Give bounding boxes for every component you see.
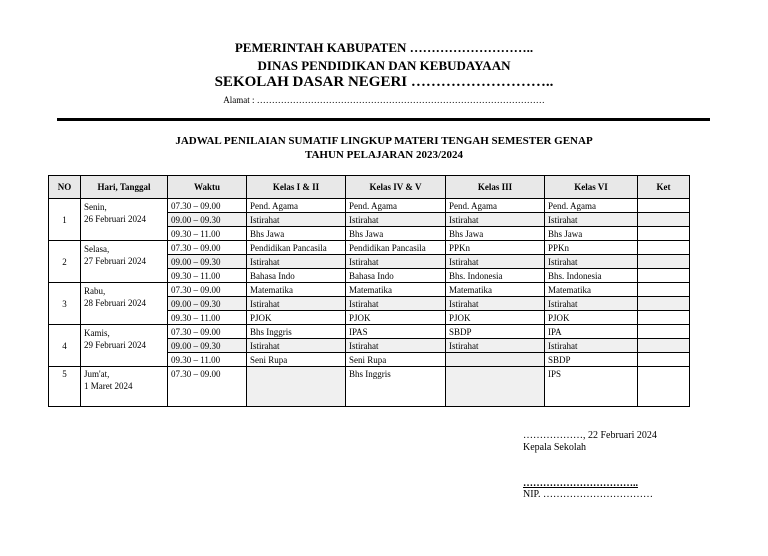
cell-time: 07.30 – 09.00: [168, 283, 247, 297]
header-school-name: SEKOLAH DASAR NEGERI ………………………..: [214, 74, 554, 90]
cell-time: 09.30 – 11.00: [168, 269, 247, 283]
day-date-cell: [81, 367, 168, 407]
col-header-note: Ket: [638, 176, 690, 199]
cell-time: 09.00 – 09.30: [168, 297, 247, 311]
cell-time: 07.30 – 09.00: [168, 367, 247, 407]
cell-class-1-2: Matematika: [247, 283, 346, 297]
cell-note: [638, 213, 690, 227]
cell-class-4-5: Istirahat: [346, 255, 446, 269]
cell-note: [638, 241, 690, 255]
cell-class-1-2: Bhs Inggris: [247, 325, 346, 339]
cell-class-6: Istirahat: [545, 255, 638, 269]
cell-class-4-5: Bhs Inggris: [346, 367, 446, 407]
cell-class-4-5: Istirahat: [346, 213, 446, 227]
header-government: PEMERINTAH KABUPATEN ………………………..: [234, 40, 534, 55]
day-date: 28 Februari 2024: [84, 298, 146, 308]
cell-class-6: IPS: [545, 367, 638, 407]
cell-note: [638, 339, 690, 353]
cell-class-1-2: Pend. Agama: [247, 199, 346, 213]
day-date: 27 Februari 2024: [84, 256, 146, 266]
header-address: Alamat : ……………………………………………………………………………………: [223, 95, 545, 105]
col-header-day-date: Hari, Tanggal: [81, 176, 168, 199]
signature-role: Kepala Sekolah: [523, 442, 587, 453]
cell-class-4-5: PJOK: [346, 311, 446, 325]
cell-class-3: Istirahat: [446, 339, 545, 353]
cell-note: [638, 353, 690, 367]
cell-class-6: Pend. Agama: [545, 199, 638, 213]
cell-class-6: Istirahat: [545, 297, 638, 311]
cell-class-3: PJOK: [446, 311, 545, 325]
cell-time: 09.30 – 11.00: [168, 227, 247, 241]
cell-note: [638, 297, 690, 311]
cell-class-3: [446, 353, 545, 367]
cell-class-1-2: Bhs Jawa: [247, 227, 346, 241]
cell-note: [638, 269, 690, 283]
header-divider: [57, 118, 710, 121]
cell-class-1-2: [247, 367, 346, 407]
cell-class-1-2: Seni Rupa: [247, 353, 346, 367]
cell-class-1-2: Pendidikan Pancasila: [247, 241, 346, 255]
document-title: JADWAL PENILAIAN SUMATIF LINGKUP MATERI TENGAH SEMESTER GENAP: [175, 135, 593, 147]
cell-class-4-5: Istirahat: [346, 297, 446, 311]
cell-class-4-5: Matematika: [346, 283, 446, 297]
col-header-class-4-5: Kelas IV & V: [346, 176, 446, 199]
cell-note: [638, 325, 690, 339]
cell-class-6: Bhs. Indonesia: [545, 269, 638, 283]
header-department: DINAS PENDIDIKAN DAN KEBUDAYAAN: [257, 58, 511, 73]
col-header-class-6: Kelas VI: [545, 176, 638, 199]
cell-class-4-5: Pendidikan Pancasila: [346, 241, 446, 255]
cell-class-3: Istirahat: [446, 297, 545, 311]
day-number: 2: [49, 241, 81, 283]
cell-class-6: PPKn: [545, 241, 638, 255]
cell-class-1-2: Istirahat: [247, 213, 346, 227]
signature-nip: NIP. ……………………………: [523, 489, 654, 500]
day-date: 1 Maret 2024: [84, 381, 133, 391]
cell-class-1-2: Istirahat: [247, 255, 346, 269]
cell-class-3: Pend. Agama: [446, 199, 545, 213]
cell-class-3: [446, 367, 545, 407]
day-date: 26 Februari 2024: [84, 214, 146, 224]
schedule-table: [48, 175, 690, 407]
col-header-time: Waktu: [168, 176, 247, 199]
col-header-class-1-2: Kelas I & II: [247, 176, 346, 199]
signature-name: ……………………………..: [523, 478, 638, 489]
cell-time: 07.30 – 09.00: [168, 241, 247, 255]
cell-class-6: PJOK: [545, 311, 638, 325]
cell-class-4-5: IPAS: [346, 325, 446, 339]
schedule-body: [49, 199, 690, 407]
day-name: Senin,: [84, 202, 107, 212]
cell-class-3: Istirahat: [446, 213, 545, 227]
cell-class-4-5: Bahasa Indo: [346, 269, 446, 283]
col-header-no: NO: [49, 176, 81, 199]
cell-class-6: Istirahat: [545, 213, 638, 227]
cell-class-1-2: Istirahat: [247, 297, 346, 311]
cell-class-4-5: Istirahat: [346, 339, 446, 353]
col-header-class-3: Kelas III: [446, 176, 545, 199]
cell-class-6: Istirahat: [545, 339, 638, 353]
day-name: Jum'at,: [84, 369, 110, 379]
cell-class-4-5: Bhs Jawa: [346, 227, 446, 241]
day-name: Kamis,: [84, 328, 110, 338]
day-name: Selasa,: [84, 244, 110, 254]
cell-class-1-2: Istirahat: [247, 339, 346, 353]
table-row: [49, 367, 690, 407]
document-subtitle: TAHUN PELAJARAN 2023/2024: [304, 149, 464, 161]
cell-note: [638, 255, 690, 269]
day-number: 4: [49, 325, 81, 367]
cell-time: 09.00 – 09.30: [168, 255, 247, 269]
table-row: [49, 283, 690, 297]
cell-class-3: SBDP: [446, 325, 545, 339]
cell-class-6: SBDP: [545, 353, 638, 367]
cell-time: 09.00 – 09.30: [168, 213, 247, 227]
day-date-cell: [81, 199, 168, 241]
cell-time: 09.30 – 11.00: [168, 353, 247, 367]
cell-class-3: Matematika: [446, 283, 545, 297]
cell-class-3: Istirahat: [446, 255, 545, 269]
cell-class-3: PPKn: [446, 241, 545, 255]
cell-class-4-5: Pend. Agama: [346, 199, 446, 213]
cell-note: [638, 227, 690, 241]
day-date-cell: [81, 241, 168, 283]
cell-class-3: Bhs Jawa: [446, 227, 545, 241]
cell-note: [638, 199, 690, 213]
signature-place-date: ………………, 22 Februari 2024: [523, 430, 657, 441]
cell-time: 07.30 – 09.00: [168, 199, 247, 213]
cell-class-1-2: PJOK: [247, 311, 346, 325]
table-row: [49, 199, 690, 213]
day-date: 29 Februari 2024: [84, 340, 146, 350]
day-number: 5: [49, 367, 81, 407]
day-date-cell: [81, 325, 168, 367]
cell-class-4-5: Seni Rupa: [346, 353, 446, 367]
cell-class-3: Bhs. Indonesia: [446, 269, 545, 283]
cell-note: [638, 367, 690, 407]
day-date-cell: [81, 283, 168, 325]
table-row: [49, 325, 690, 339]
cell-time: 09.00 – 09.30: [168, 339, 247, 353]
cell-note: [638, 283, 690, 297]
cell-time: 07.30 – 09.00: [168, 325, 247, 339]
day-name: Rabu,: [84, 286, 106, 296]
cell-note: [638, 311, 690, 325]
cell-class-6: IPA: [545, 325, 638, 339]
cell-time: 09.30 – 11.00: [168, 311, 247, 325]
day-number: 1: [49, 199, 81, 241]
cell-class-6: Matematika: [545, 283, 638, 297]
table-row: [49, 241, 690, 255]
cell-class-6: Bhs Jawa: [545, 227, 638, 241]
day-number: 3: [49, 283, 81, 325]
table-header-row: [49, 176, 690, 199]
cell-class-1-2: Bahasa Indo: [247, 269, 346, 283]
